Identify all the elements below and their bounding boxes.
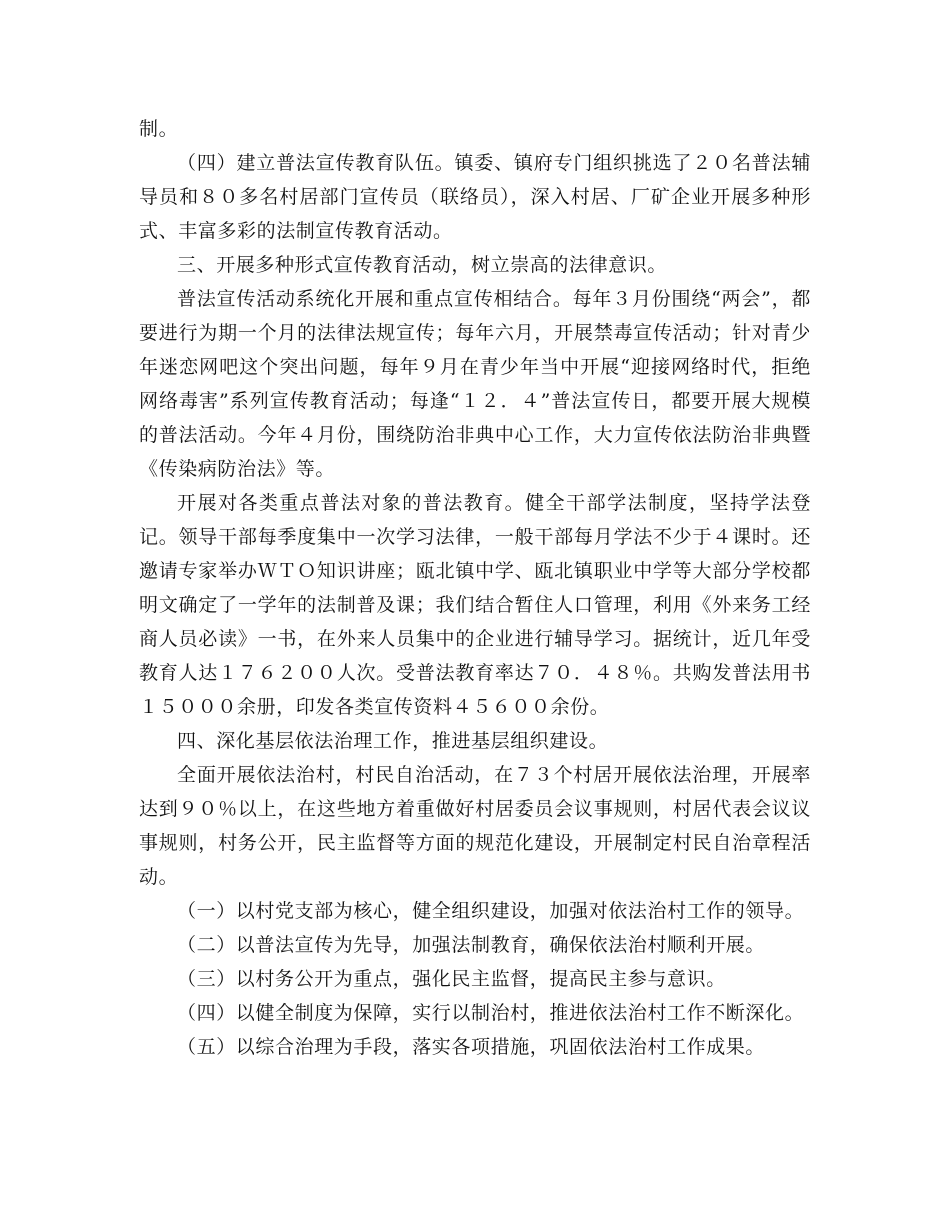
paragraph-propaganda-team: （四）建立普法宣传教育队伍。镇委、镇府专门组织挑选了２０名普法辅导员和８０多名村居部门宣传员（联络员），深入村居、厂矿企业开展多种形式、丰富多彩的法制宣传教育活动。: [139, 152, 811, 242]
list-item-five: （五）以综合治理为手段，落实各项措施，巩固依法治村工作成果。: [177, 1036, 766, 1058]
list-item-one: （一）以村党支部为核心，健全组织建设，加强对依法治村工作的领导。: [177, 900, 805, 922]
list-item-three: （三）以村务公开为重点，强化民主监督，提高民主参与意识。: [177, 968, 726, 990]
list-item-two: （二）以普法宣传为先导，加强法制教育，确保依法治村顺利开展。: [177, 934, 766, 956]
section-heading-three: 三、开展多种形式宣传教育活动，树立崇高的法律意识。: [177, 254, 668, 276]
paragraph-village-governance: 全面开展依法治村，村民自治活动，在７３个村居开展依法治理，开展率达到９０％以上，在这些地方着重做好村居委员会议事规则，村居代表会议议事规则，村务公开，民主监督等方面的规范化建设，开展制定村民自治章程活动。: [139, 764, 811, 888]
paragraph-systematic-campaigns: 普法宣传活动系统化开展和重点宣传相结合。每年３月份围绕“两会”，都要进行为期一个月的法律法规宣传；每年六月，开展禁毒宣传活动；针对青少年迷恋网吧这个突出问题，每年９月在青少年当中开展“迎接网络时代，拒绝网络毒害”系列宣传教育活动；每逢“１２．４”普法宣传日，都要开展大规模的普法活动。今年４月份，围绕防治非典中心工作，大力宣传依法防治非典暨《传染病防治法》等。: [139, 288, 811, 480]
document-body: [139, 112, 811, 1064]
section-heading-four: 四、深化基层依法治理工作，推进基层组织建设。: [177, 730, 609, 752]
paragraph-key-targets: 开展对各类重点普法对象的普法教育。健全干部学法制度，坚持学法登记。领导干部每季度集中一次学习法律，一般干部每月学法不少于４课时。还邀请专家举办ＷＴＯ知识讲座；瓯北镇中学、瓯北镇职业中学等大部分学校都明文确定了一学年的法制普及课；我们结合暂住人口管理，利用《外来务工经商人员必读》一书，在外来人员集中的企业进行辅导学习。据统计，近几年受教育人达１７６２００人次。受普法教育率达７０．４８％。共购发普法用书１５０００余册，印发各类宣传资料４５６００余份。: [139, 492, 811, 718]
paragraph-continuation: 制。: [139, 118, 179, 140]
list-item-four: （四）以健全制度为保障，实行以制治村，推进依法治村工作不断深化。: [177, 1002, 805, 1024]
